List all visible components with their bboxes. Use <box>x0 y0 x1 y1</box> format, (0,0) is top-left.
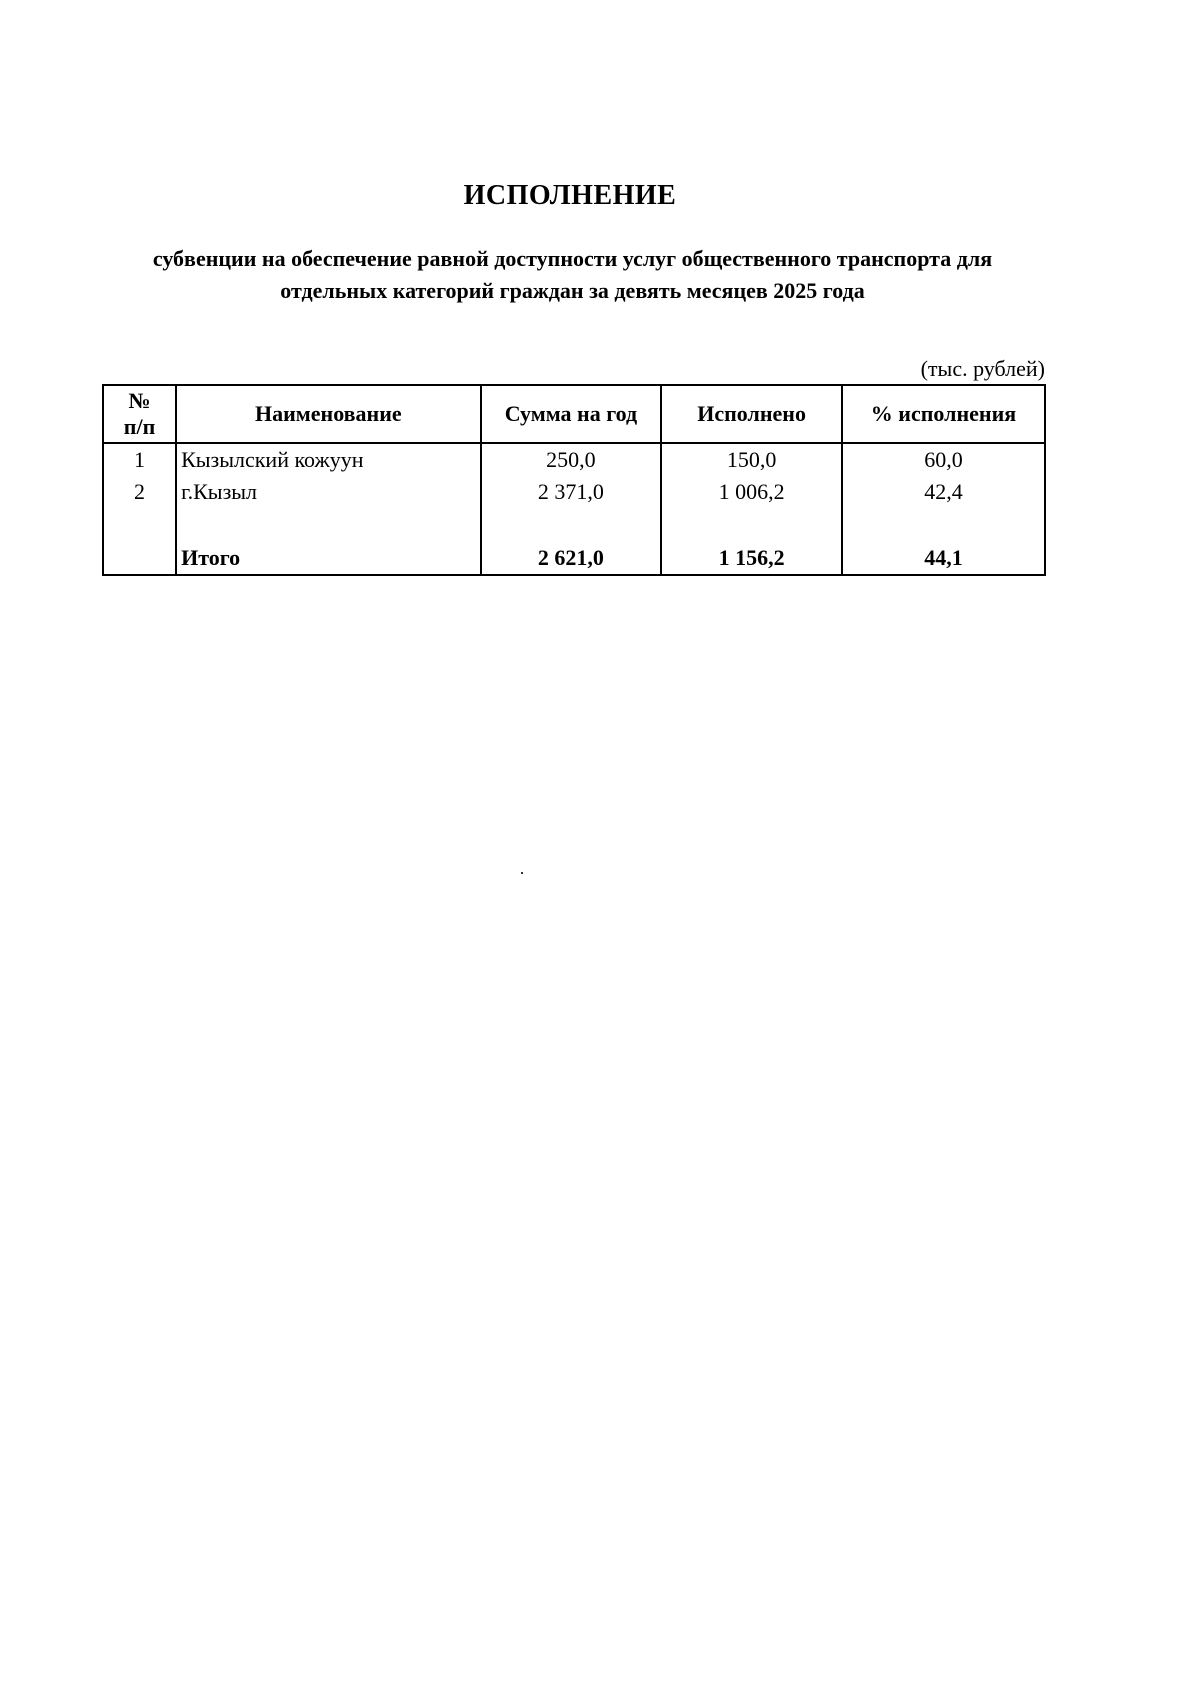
row-sum: 250,0 <box>481 443 662 476</box>
row-done: 150,0 <box>661 443 842 476</box>
document-subtitle <box>100 243 1045 307</box>
row-name: Кызылский кожуун <box>176 443 481 476</box>
total-done: 1 156,2 <box>661 542 842 575</box>
row-number: 2 <box>103 476 176 508</box>
subtitle-line-1: субвенции на обеспечение равной доступности услуг общественного транспорта для <box>152 246 993 271</box>
header-done: Исполнено <box>661 385 842 443</box>
execution-table <box>102 384 1046 576</box>
header-percent: % исполнения <box>842 385 1045 443</box>
document-title: ИСПОЛНЕНИЕ <box>463 180 677 211</box>
total-sum: 2 621,0 <box>481 542 662 575</box>
header-name: Наименование <box>176 385 481 443</box>
row-percent: 42,4 <box>842 476 1045 508</box>
scan-speck <box>521 872 523 874</box>
row-percent: 60,0 <box>842 443 1045 476</box>
total-percent: 44,1 <box>842 542 1045 575</box>
table-header-row <box>103 385 1045 443</box>
table-spacer-row <box>103 508 1045 542</box>
table-row <box>103 443 1045 476</box>
table-total-row <box>103 542 1045 575</box>
table-row <box>103 476 1045 508</box>
total-name: Итого <box>176 542 481 575</box>
row-number: 1 <box>103 443 176 476</box>
row-sum: 2 371,0 <box>481 476 662 508</box>
units-label: (тыс. рублей) <box>920 356 1045 381</box>
header-sum: Сумма на год <box>481 385 662 443</box>
header-number: № п/п <box>103 385 176 443</box>
subtitle-line-2: отдельных категорий граждан за девять месяцев 2025 года <box>280 278 865 303</box>
row-name: г.Кызыл <box>176 476 481 508</box>
row-done: 1 006,2 <box>661 476 842 508</box>
